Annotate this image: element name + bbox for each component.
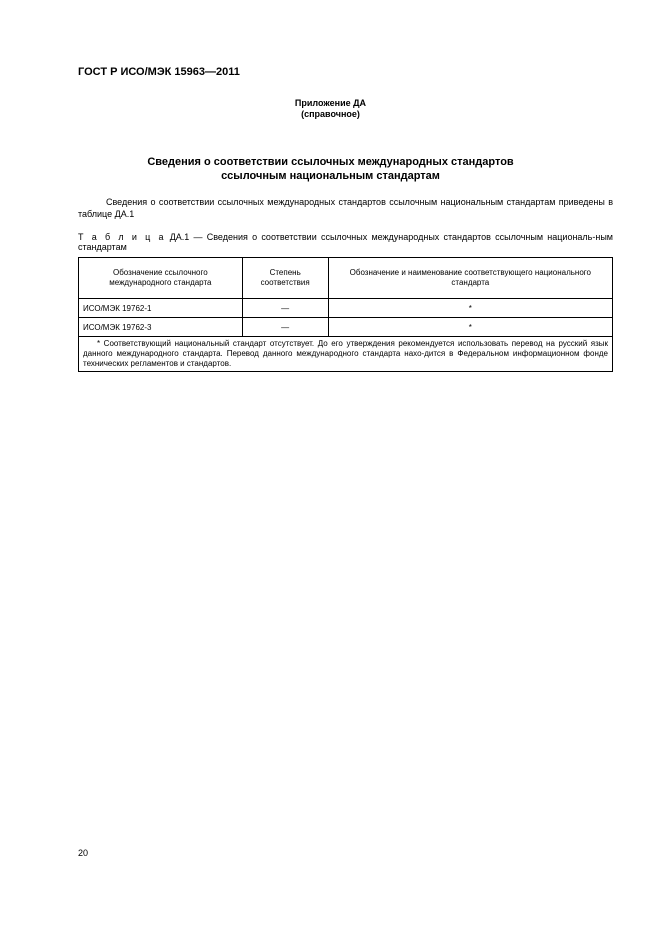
document-code: ГОСТ Р ИСО/МЭК 15963—2011 [78,66,240,78]
page-number: 20 [78,848,89,858]
appendix-label: Приложение ДА [294,98,367,108]
header-international-standard: Обозначение ссылочного международного стандарта [79,258,243,299]
correspondence-table [78,257,613,372]
section-title [0,155,661,183]
table-header-row [79,258,613,299]
header-national-standard: Обозначение и наименование соответствующего национального стандарта [328,258,612,299]
cell-degree: — [242,299,328,318]
table-footnote-row [79,337,613,372]
appendix-heading [0,98,661,120]
appendix-type: (справочное) [301,109,360,119]
cell-national: * [328,299,612,318]
table-row [79,299,613,318]
title-line-2: ссылочным национальным стандартам [221,170,440,182]
table-caption [78,232,613,252]
title-line-1: Сведения о соответствии ссылочных международных стандартов [147,156,514,168]
cell-national: * [328,318,612,337]
header-degree-of-conformity: Степень соответствия [242,258,328,299]
table-row [79,318,613,337]
table-caption-text: ДА.1 — Сведения о соответствии ссылочных международных стандартов ссылочным националь-ным стандартам [78,232,613,252]
cell-degree: — [242,318,328,337]
table-footnote [79,337,613,372]
cell-standard: ИСО/МЭК 19762-3 [79,318,243,337]
table-caption-prefix: Т а б л и ц а [78,232,166,242]
cell-standard: ИСО/МЭК 19762-1 [79,299,243,318]
footnote-text: * Соответствующий национальный стандарт отсутствует. До его утверждения рекомендуется использовать перевод на русский язык данного международного стандарта. Перевод данного международного стандарта нахо-дится в Федеральном информационном фонде технических регламентов и стандартов. [83,339,608,368]
intro-paragraph: Сведения о соответствии ссылочных международных стандартов ссылочным национальным стандартам приведены в таблице ДА.1 [78,197,613,219]
